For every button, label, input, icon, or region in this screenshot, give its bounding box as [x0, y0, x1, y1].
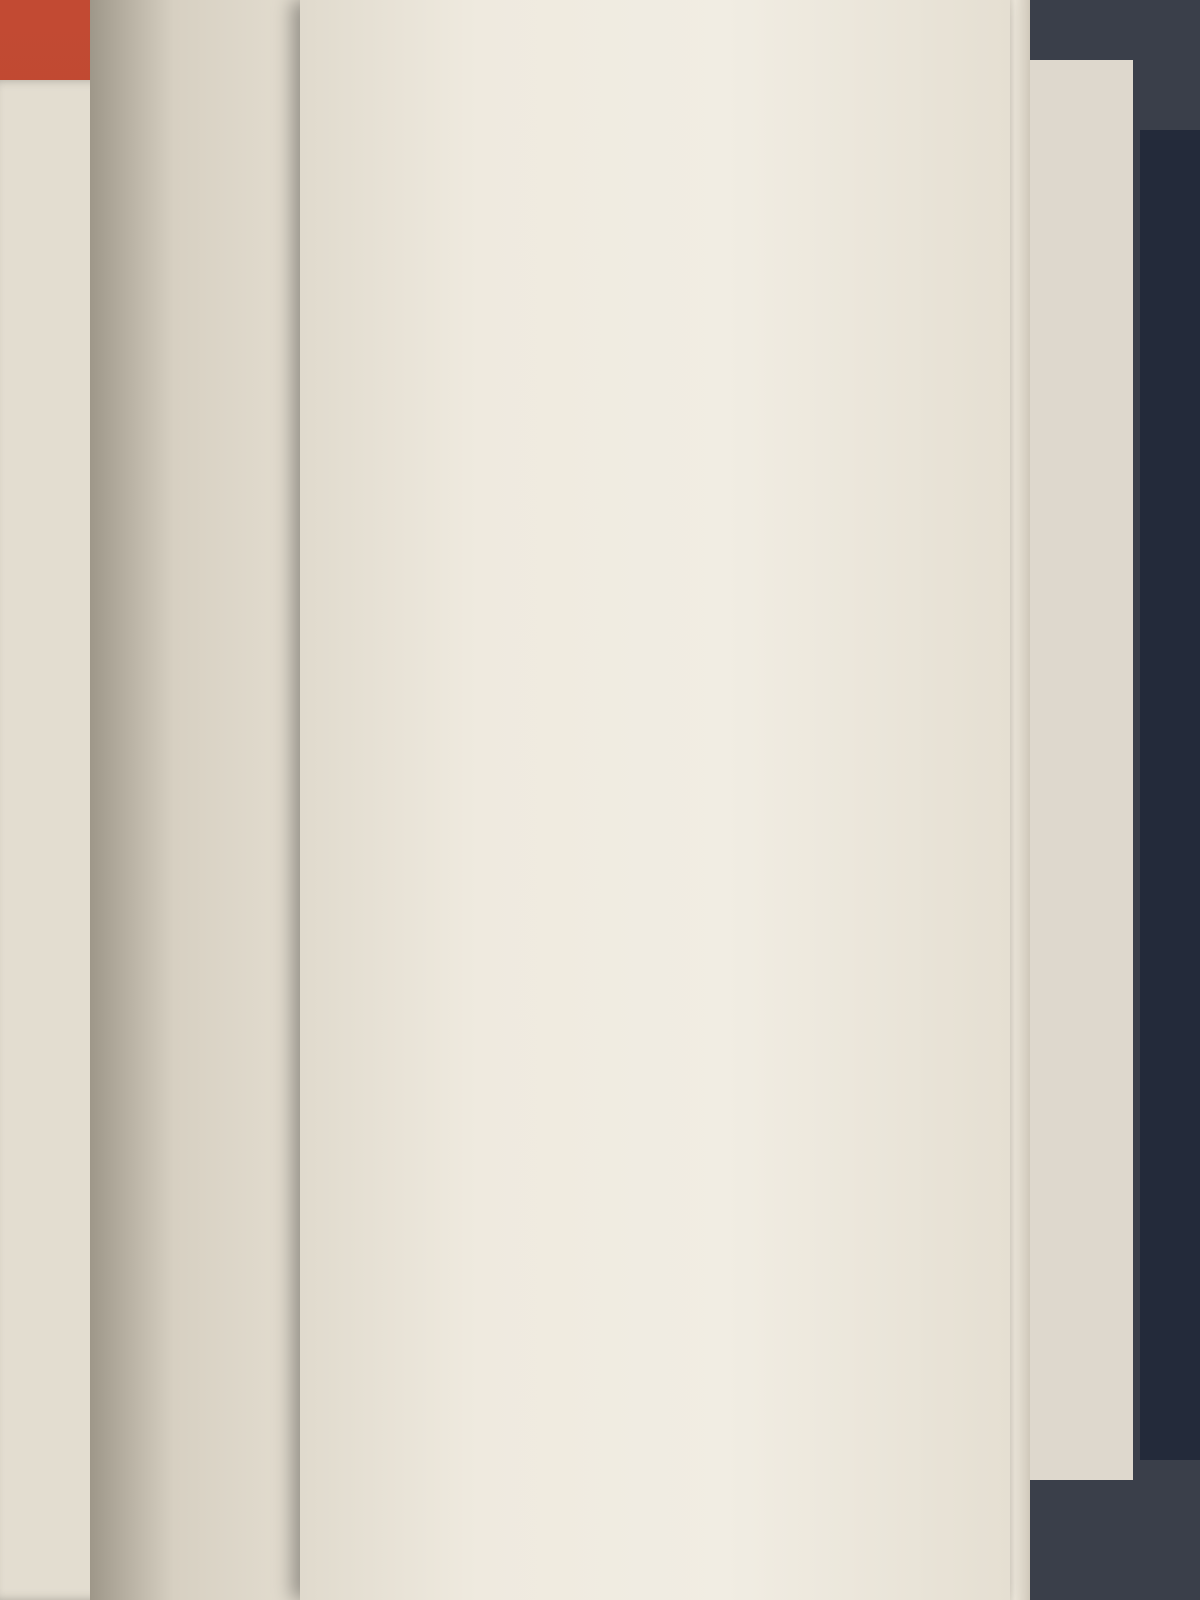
- main-page: [300, 0, 1010, 1600]
- left-page: [90, 0, 330, 1600]
- cover-board: [1140, 130, 1200, 1460]
- far-left-page: [0, 0, 95, 1600]
